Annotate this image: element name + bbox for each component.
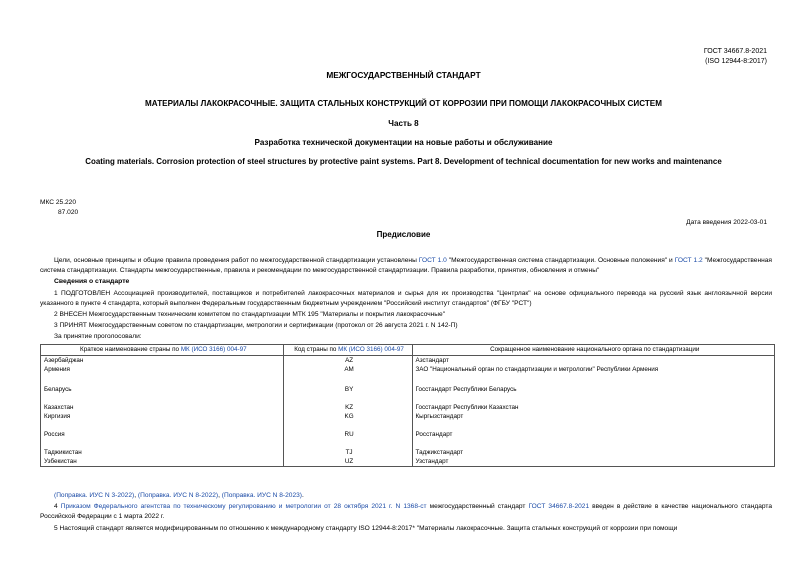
- voted-label: За принятие проголосовали:: [54, 333, 142, 340]
- amendment-link[interactable]: (Поправка. ИУС N 8-2023): [221, 492, 302, 499]
- table-row: [41, 356, 775, 366]
- table-row: [41, 457, 775, 467]
- item-2: 2 ВНЕСЕН Межгосударственным техническим комитетом по стандартизации МТК 195 "Материалы и покрытия лакокрасочные": [54, 311, 446, 318]
- about-heading: Сведения о стандарте: [54, 278, 130, 285]
- country: Узбекистан: [41, 457, 284, 467]
- order-link[interactable]: Приказом Федерального агентства по техническому регулированию и метрологии от 28 октября 2021 г. N 1368-ст: [60, 503, 427, 510]
- org: ЗАО "Национальный орган по стандартизации и метрологии" Республики Армения: [412, 365, 775, 385]
- text: Код страны по: [294, 346, 339, 353]
- intro-date: Дата введения 2022-03-01: [686, 219, 767, 226]
- mk-iso-link[interactable]: МК (ИСО 3166) 004-97: [180, 346, 247, 353]
- iso-reference: (ISO 12944-8:2017): [705, 58, 767, 65]
- text: ,: [218, 492, 222, 499]
- org: Таджикстандарт: [412, 448, 775, 457]
- mks-code-2: 87.020: [58, 209, 79, 216]
- subtitle-ru: Разработка технической документации на новые работы и обслуживание: [254, 138, 553, 147]
- table-row: [41, 403, 775, 412]
- standard-kind: МЕЖГОСУДАРСТВЕННЫЙ СТАНДАРТ: [326, 70, 481, 80]
- text: Цели, основные принципы и общие правила проведения работ по межгосударственной стандартизации установлены: [54, 257, 419, 264]
- text: межгосударственный стандарт: [426, 503, 529, 510]
- country: Таджикистан: [41, 448, 284, 457]
- col-country: [41, 345, 284, 356]
- org: Госстандарт Республики Казахстан: [412, 403, 775, 412]
- table-row: [41, 412, 775, 430]
- col-code: [283, 345, 412, 356]
- item-1: 1 ПОДГОТОВЛЕН Ассоциацией производителей, поставщиков и потребителей лакокрасочных материалов и сырья для их производства "Центрлак" на основе официального перевода на русский язык англоязычной версии указанного в пункте 4 стандарта, который выполнен Федеральным государственным бюджетным учреждением "Российский институт стандартов" (ФГБУ "РСТ"): [40, 290, 772, 307]
- org: Росстандарт: [412, 430, 775, 448]
- item-5: 5 Настоящий стандарт является модифицированным по отношению к международному стандарту ISO 12944-8:2017* "Материалы лакокрасочные. Защита стальных конструкций от коррозии при помощи: [54, 525, 678, 532]
- amendments: [40, 491, 772, 501]
- document-code: ГОСТ 34667.8-2021: [703, 48, 767, 55]
- code: KG: [283, 412, 412, 430]
- org: Азстандарт: [412, 356, 775, 366]
- text: "Межгосударственная система стандартизации. Основные положения" и: [446, 257, 675, 264]
- country: Армения: [41, 365, 284, 385]
- gost-1-0-link[interactable]: ГОСТ 1.0: [418, 257, 447, 264]
- item-4: [40, 502, 772, 522]
- text: Краткое наименование страны по: [80, 346, 181, 353]
- table-row: [41, 385, 775, 403]
- code: KZ: [283, 403, 412, 412]
- country: Киргизия: [41, 412, 284, 430]
- text: введен в действие в качестве национального стандарта Российской Федерации с 1 марта 2022 г.: [40, 503, 773, 520]
- countries-table: [40, 344, 775, 467]
- code: TJ: [283, 448, 412, 457]
- amendment-link[interactable]: (Поправка. ИУС N 8-2022): [137, 492, 219, 499]
- col-org: Сокращенное наименование национального органа по стандартизации: [412, 345, 775, 356]
- org: Кыргызстандарт: [412, 412, 775, 430]
- amendment-link[interactable]: (Поправка. ИУС N 3-2022): [54, 492, 135, 499]
- code: UZ: [283, 457, 412, 467]
- table-row: [41, 430, 775, 448]
- preface-heading: Предисловие: [376, 230, 431, 239]
- text: "Межгосударственная система стандартизации. Стандарты межгосударственные, правила и рекомендации по межгосударственной стандартизации. Правила разработки, принятия, обновления и отмены": [40, 257, 772, 274]
- table-row: [41, 448, 775, 457]
- table-row: [41, 365, 775, 385]
- code: AZ: [283, 356, 412, 366]
- country: Беларусь: [41, 385, 284, 403]
- text: .: [302, 492, 304, 499]
- country: Азербайджан: [41, 356, 284, 366]
- gost-1-2-link[interactable]: ГОСТ 1.2: [674, 257, 703, 264]
- title-ru: МАТЕРИАЛЫ ЛАКОКРАСОЧНЫЕ. ЗАЩИТА СТАЛЬНЫХ КОНСТРУКЦИЙ ОТ КОРРОЗИИ ПРИ ПОМОЩИ ЛАКОКРАСОЧНЫХ СИСТЕМ: [145, 99, 662, 108]
- gost-link[interactable]: ГОСТ 34667.8-2021: [528, 503, 590, 510]
- mk-iso-link[interactable]: МК (ИСО 3166) 004-97: [338, 346, 404, 353]
- item-3: 3 ПРИНЯТ Межгосударственным советом по стандартизации, метрологии и сертификации (протокол от 26 августа 2021 г. N 142-П): [54, 322, 458, 329]
- country: Россия: [41, 430, 284, 448]
- mks-code: МКС 25.220: [40, 199, 77, 206]
- code: AM: [283, 365, 412, 385]
- org: Госстандарт Республики Беларусь: [412, 385, 775, 403]
- org: Узстандарт: [412, 457, 775, 467]
- text: 4: [54, 503, 61, 510]
- title-en: Coating materials. Corrosion protection of steel structures by protective paint systems. Part 8. Development of technical documentation for new works and maintenance: [85, 157, 722, 166]
- country: Казахстан: [41, 403, 284, 412]
- text: ,: [134, 492, 138, 499]
- code: BY: [283, 385, 412, 403]
- part-number: Часть 8: [388, 119, 419, 128]
- code: RU: [283, 430, 412, 448]
- preface-paragraph-1: [40, 256, 772, 276]
